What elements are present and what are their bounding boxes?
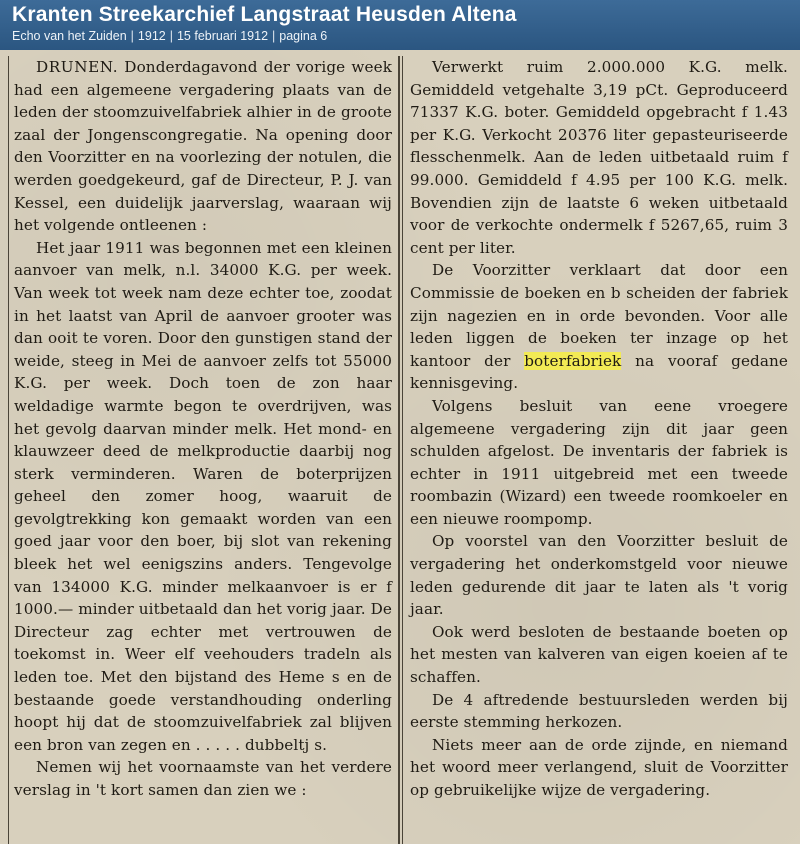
archive-title: Kranten Streekarchief Langstraat Heusden Altena — [12, 3, 517, 26]
search-highlight: boterfabriek — [524, 351, 622, 370]
article-dateline: DRUNEN. — [36, 58, 119, 76]
article-paragraph: De Voorzitter verklaart dat door een Commissie de boeken en b scheiden der fabriek zijn nagezien en in orde bevonden. Voor alle leden liggen de boeken ter inzage op het kantoor der boterfabriek na vooraf gedane kennisgeving. — [410, 261, 788, 393]
archive-header — [0, 0, 800, 50]
column-rule — [398, 56, 400, 844]
newspaper-scan — [0, 50, 800, 844]
article-paragraph: Nemen wij het voornaamste van het verdere verslag in 't kort samen dan zien we : — [14, 758, 392, 799]
breadcrumb — [12, 29, 327, 43]
article-paragraph: Op voorstel van den Voorzitter besluit de vergadering het onderkomstgeld voor nieuwe leden gedurende dit jaar te laten als 't vorig jaar. — [410, 532, 788, 619]
article-column-left — [14, 56, 392, 802]
article-paragraph: Volgens besluit van eene vroegere algemeene vergadering zijn dit jaar geen schulden afgelost. De inventaris der fabriek is echter in 1911 uitgebreid met een tweede roombazin (Wizard) een tweede roomkoeler en een nieuwe roompomp. — [410, 396, 788, 528]
column-rule — [402, 56, 403, 844]
column-rule — [8, 56, 9, 844]
breadcrumb-newspaper[interactable]: Echo van het Zuiden — [12, 29, 127, 43]
article-paragraph: Niets meer aan de orde zijnde, en niemand het woord meer verlangend, sluit de Voorzitter op gebruikelijke wijze de vergadering. — [410, 735, 788, 799]
article-paragraph: De 4 aftredende bestuursleden werden bij eerste stemming herkozen. — [410, 690, 788, 732]
article-paragraph: Het jaar 1911 was begonnen met een kleinen aanvoer van melk, n.l. 34000 K.G. per week. Van week tot week nam deze echter toe, zoodat in het laatst van April de aanvoer grooter was dan ooit te voren. Door den gunstigen stand der weide, steeg in Mei de aanvoer zelfs tot 55000 K.G. per week. Doch toen de zon haar weldadige warmte begon te overdrijven, was het gevolg daarvan minder melk. Het mond- en klauwzeer deed de melkproductie daarbij nog sterk verminderen. Waren de boterprijzen geheel den zomer hoog, waaruit de gevolgtrekking kon gemaakt worden van een goed jaar voor den boer, bij slot van rekening bleek het wel eenigszins anders. Tengevolge van 134000 K.G. minder melkaanvoer is er f 1000.— minder uitbetaald dan het vorig jaar. De Directeur zag echter met vertrouwen de toekomst in. Weer elf veehouders tradeln als leden toe. Met den bijstand des Heme s en de bestaande goede verstandhouding onderling hoopt hij dat de stoomzuivelfabriek zal blijven een bron van zegen en . . . . . dubbeltj s. — [14, 238, 392, 754]
article-paragraph: DRUNEN. Donderdagavond der vorige week had een algemeene vergadering plaats van de leden der stoomzuivelfabriek alhier in de groote zaal der Jongenscongregatie. Na opening door den Voorzitter en na voorlezing der notulen, die werden goedgekeurd, gaf de Directeur, P. J. van Kessel, een duidelijk jaarverslag, waaraan wij het volgende ontleenen : — [14, 58, 392, 235]
article-paragraph: Ook werd besloten de bestaande boeten op het mesten van kalveren van eigen koeien af te schaffen. — [410, 622, 788, 687]
breadcrumb-page: pagina 6 — [279, 29, 328, 43]
breadcrumb-separator: | — [130, 29, 134, 43]
article-column-right — [410, 56, 788, 802]
breadcrumb-separator: | — [169, 29, 173, 43]
breadcrumb-date[interactable]: 15 februari 1912 — [176, 29, 269, 43]
breadcrumb-separator: | — [272, 29, 276, 43]
breadcrumb-year[interactable]: 1912 — [137, 29, 166, 43]
article-paragraph: Verwerkt ruim 2.000.000 K.G. melk. Gemiddeld vetgehalte 3,19 pCt. Geproduceerd 71337 K.G. boter. Gemiddeld opgebracht f 1.43 per K.G. Verkocht 20376 liter gepasteuriseerde flesschenmelk. Aan de leden uitbetaald ruim f 99.000. Gemiddeld f 4.95 per 100 K.G. melk. Bovendien zijn de laatste 6 weken uitbetaald voor de verkochte ondermelk f 5267,65, ruim 3 cent per liter. — [410, 58, 788, 257]
